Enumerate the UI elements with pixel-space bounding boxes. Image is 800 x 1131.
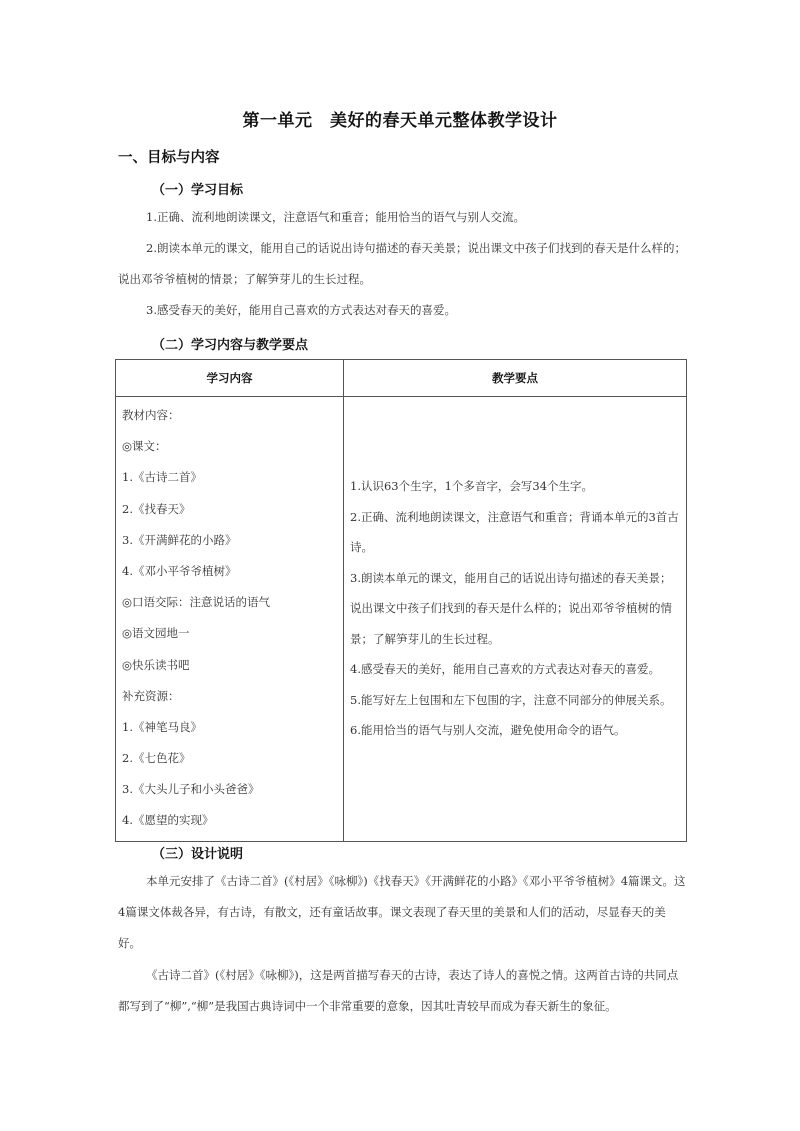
teaching-point: 2.正确、流利地朗读课文，注意语气和重音；背诵本单元的3首古诗。 bbox=[350, 509, 679, 554]
list-item: 教材内容： bbox=[122, 408, 180, 422]
list-item: 2.《找春天》 bbox=[122, 501, 191, 516]
section-heading-goals-content: 一、目标与内容 bbox=[118, 150, 220, 166]
table-header-teaching-points: 教学要点 bbox=[344, 360, 687, 397]
goal-paragraph: 3.感受春天的美好，能用自己喜欢的方式表达对春天的喜爱。 bbox=[146, 303, 456, 317]
list-item: ◎口语交际：注意说话的语气 bbox=[122, 595, 271, 610]
subsection-heading-learning-goals: （一）学习目标 bbox=[152, 183, 244, 198]
goal-paragraph: 2.朗读本单元的课文，能用自己的话说出诗句描述的春天美景；说出课文中孩子们找到的春天是什么样的；说出邓爷爷植树的情景；了解笋芽儿的生长过程。 bbox=[118, 241, 686, 286]
list-item: 4.《邓小平爷爷植树》 bbox=[122, 563, 237, 578]
list-item: ◎快乐读书吧 bbox=[122, 657, 190, 672]
learning-content-cell bbox=[116, 397, 344, 842]
teaching-points-cell bbox=[344, 397, 687, 842]
list-item: ◎课文： bbox=[122, 439, 167, 454]
design-paragraph: 《古诗二首》(《村居》《咏柳》)，这是两首描写春天的古诗，表达了诗人的喜悦之情。这两首古诗的共同点都写到了“柳”,“柳”是我国古典诗词中一个非常重要的意象，因其吐青较早而成为春天新生的象征。 bbox=[118, 968, 679, 1013]
teaching-point: 6.能用恰当的语气与别人交流，避免使用命令的语气。 bbox=[350, 723, 626, 737]
list-item: 3.《开满鲜花的小路》 bbox=[122, 532, 237, 547]
table-header-row bbox=[116, 360, 687, 397]
teaching-point: 5.能写好左上包围和左下包围的字，注意不同部分的伸展关系。 bbox=[350, 692, 672, 707]
design-paragraph: 本单元安排了《古诗二首》(《村居》《咏柳》)《找春天》《开满鲜花的小路》《邓小平爷爷植树》4篇课文。这4篇课文体裁各异，有古诗，有散文，还有童话故事。课文表现了春天里的美景和人们的活动，尽显春天的美好。 bbox=[118, 874, 686, 950]
page-title: 第一单元 美好的春天单元整体教学设计 bbox=[242, 111, 558, 131]
table-header-learning-content: 学习内容 bbox=[116, 360, 344, 397]
list-item: 1.《古诗二首》 bbox=[122, 470, 202, 485]
teaching-point: 4.感受春天的美好，能用自己喜欢的方式表达对春天的喜爱。 bbox=[350, 662, 660, 676]
goal-paragraph: 1.正确、流利地朗读课文，注意语气和重音；能用恰当的语气与别人交流。 bbox=[146, 210, 525, 224]
list-item: 3.《大头儿子和小头爸爸》 bbox=[122, 782, 260, 797]
table-row bbox=[116, 397, 687, 842]
subsection-heading-design-notes: （三）设计说明 bbox=[152, 847, 244, 862]
list-item: 2.《七色花》 bbox=[122, 751, 191, 766]
list-item: ◎语文园地一 bbox=[122, 626, 190, 641]
list-item: 1.《神笔马良》 bbox=[122, 719, 202, 734]
content-table bbox=[115, 359, 687, 842]
teaching-point: 3.朗读本单元的课文，能用自己的话说出诗句描述的春天美景；说出课文中孩子们找到的春天是什么样的；说出邓爷爷植树的情景；了解笋芽儿的生长过程。 bbox=[350, 570, 672, 646]
list-item: 补充资源： bbox=[122, 688, 180, 703]
teaching-point: 1.认识63个生字，1个多音字，会写34个生字。 bbox=[350, 479, 594, 493]
subsection-heading-content-and-points: （二）学习内容与教学要点 bbox=[152, 338, 309, 353]
list-item: 4.《愿望的实现》 bbox=[122, 813, 214, 828]
